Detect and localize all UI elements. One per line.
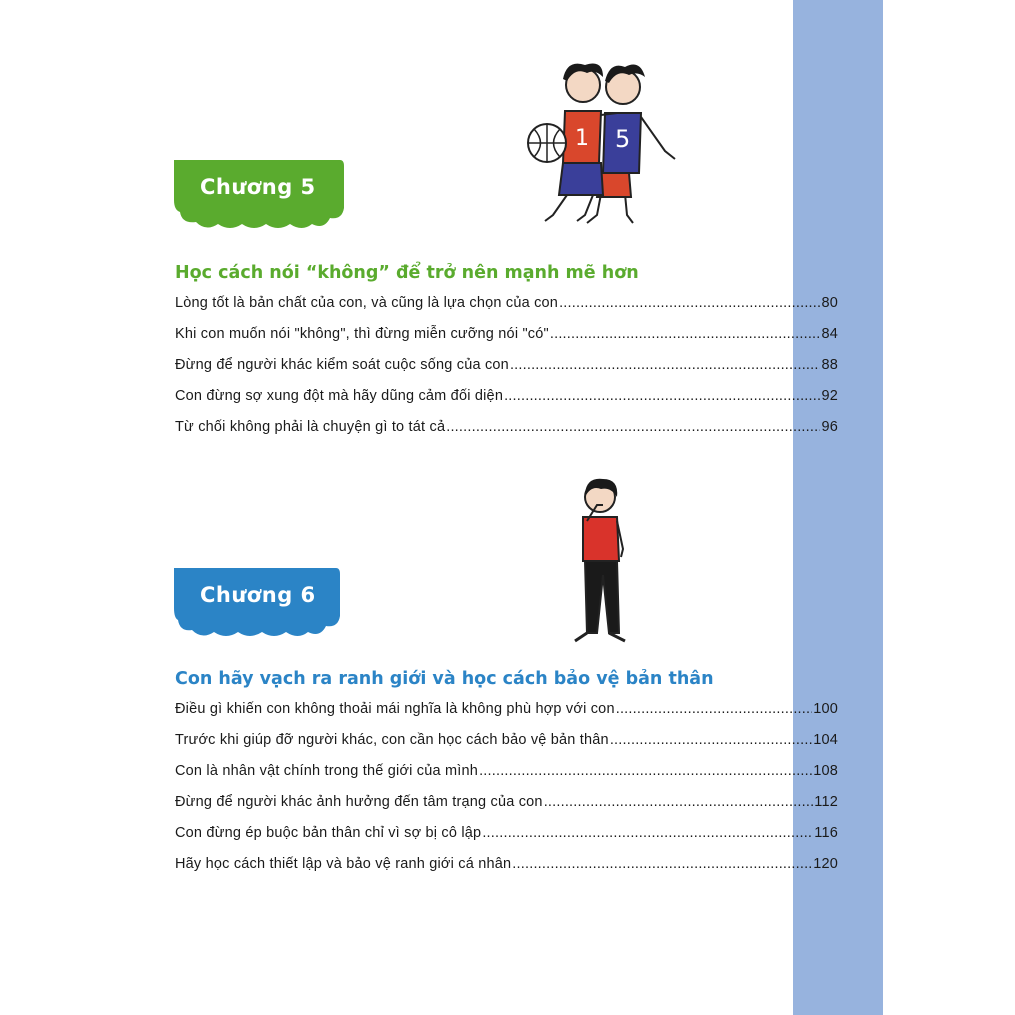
toc-entry-title: Điều gì khiến con không thoải mái nghĩa là không phù hợp với con bbox=[175, 701, 615, 717]
toc-entry[interactable] bbox=[175, 732, 838, 763]
toc-entry[interactable] bbox=[175, 701, 838, 732]
chapter6-toc bbox=[175, 701, 838, 887]
toc-entry[interactable] bbox=[175, 825, 838, 856]
dot-leader bbox=[616, 701, 812, 717]
toc-entry-page: 108 bbox=[813, 763, 838, 779]
toc-entry[interactable] bbox=[175, 357, 838, 388]
toc-entry[interactable] bbox=[175, 295, 838, 326]
dot-leader bbox=[544, 794, 814, 810]
toc-entry[interactable] bbox=[175, 419, 838, 450]
toc-entry-title: Con là nhân vật chính trong thế giới của mình bbox=[175, 763, 479, 779]
toc-entry-page: 92 bbox=[821, 388, 838, 404]
toc-entry-title: Đừng để người khác kiểm soát cuộc sống của con bbox=[175, 357, 509, 373]
toc-entry-title: Hãy học cách thiết lập và bảo vệ ranh giới cá nhân bbox=[175, 856, 512, 872]
toc-entry-page: 88 bbox=[821, 357, 838, 373]
chapter5-badge-label: Chương 5 bbox=[200, 175, 316, 199]
toc-entry-title: Đừng để người khác ảnh hưởng đến tâm trạng của con bbox=[175, 794, 543, 810]
toc-entry-title: Con đừng sợ xung đột mà hãy dũng cảm đối diện bbox=[175, 388, 504, 404]
basketball-boys-illustration bbox=[505, 55, 685, 235]
toc-entry[interactable] bbox=[175, 856, 838, 887]
toc-entry-page: 84 bbox=[821, 326, 838, 342]
toc-entry-page: 112 bbox=[814, 794, 838, 810]
toc-entry-title: Trước khi giúp đỡ người khác, con cần học cách bảo vệ bản thân bbox=[175, 732, 609, 748]
dot-leader bbox=[559, 295, 820, 311]
dot-leader bbox=[610, 732, 812, 748]
standing-boy-illustration bbox=[565, 475, 635, 645]
dot-leader bbox=[446, 419, 820, 435]
chapter6-title: Con hãy vạch ra ranh giới và học cách bảo vệ bản thân bbox=[175, 669, 714, 689]
toc-entry-page: 120 bbox=[813, 856, 838, 872]
toc-entry-page: 116 bbox=[814, 825, 838, 841]
dot-leader bbox=[479, 763, 812, 779]
toc-entry[interactable] bbox=[175, 794, 838, 825]
dot-leader bbox=[550, 326, 821, 342]
toc-entry-page: 100 bbox=[813, 701, 838, 717]
chapter5-title: Học cách nói “không” để trở nên mạnh mẽ hơn bbox=[175, 263, 639, 283]
toc-entry-title: Từ chối không phải là chuyện gì to tát cả bbox=[175, 419, 446, 435]
chapter5-toc bbox=[175, 295, 838, 450]
toc-entry-title: Con đừng ép buộc bản thân chỉ vì sợ bị cô lập bbox=[175, 825, 482, 841]
svg-text:1: 1 bbox=[575, 126, 589, 151]
toc-entry-title: Khi con muốn nói "không", thì đừng miễn cưỡng nói "có" bbox=[175, 326, 549, 342]
toc-entry[interactable] bbox=[175, 763, 838, 794]
dot-leader bbox=[504, 388, 820, 404]
dot-leader bbox=[510, 357, 821, 373]
dot-leader bbox=[482, 825, 813, 841]
toc-entry-page: 104 bbox=[813, 732, 838, 748]
toc-entry[interactable] bbox=[175, 326, 838, 357]
toc-entry-title: Lòng tốt là bản chất của con, và cũng là lựa chọn của con bbox=[175, 295, 559, 311]
toc-entry[interactable] bbox=[175, 388, 838, 419]
toc-entry-page: 96 bbox=[821, 419, 838, 435]
toc-entry-page: 80 bbox=[821, 295, 838, 311]
svg-text:5: 5 bbox=[615, 125, 631, 153]
dot-leader bbox=[512, 856, 812, 872]
chapter6-badge-label: Chương 6 bbox=[200, 583, 316, 607]
